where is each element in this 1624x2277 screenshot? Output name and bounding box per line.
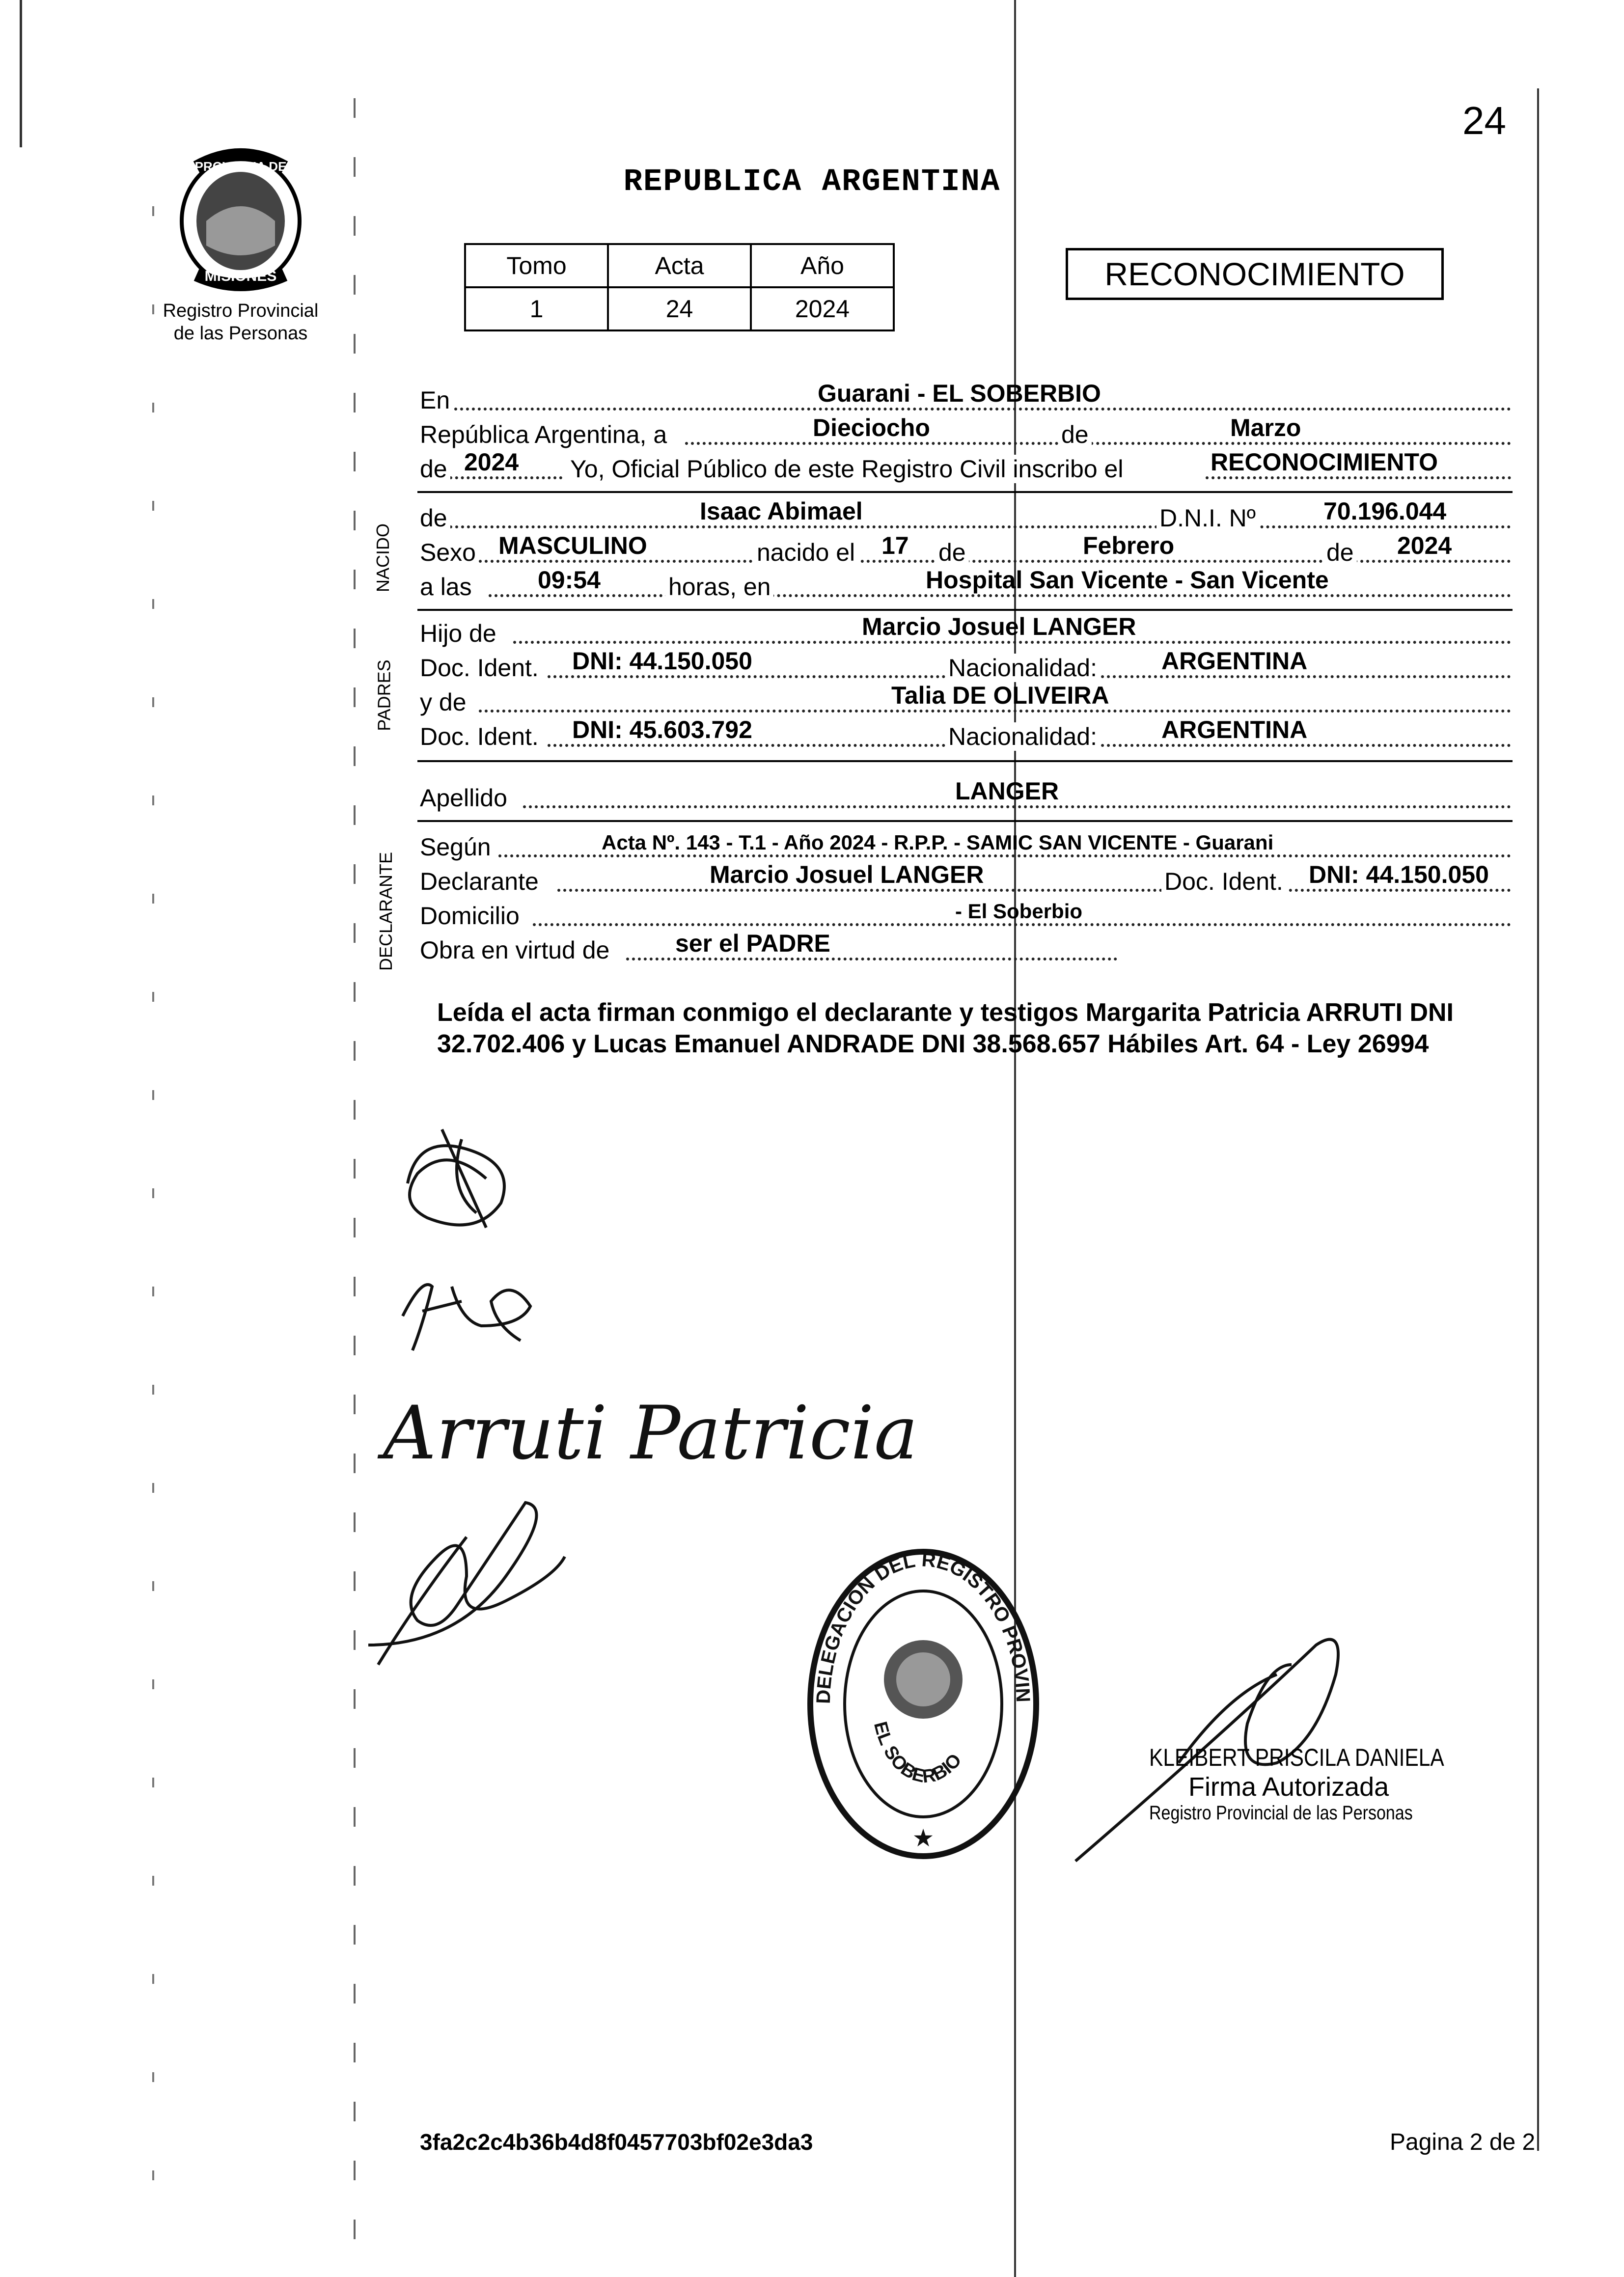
dni-value: 70.196.044 [1323,497,1447,525]
birth-month-value: Febrero [1083,532,1175,559]
seal-outer-text: DELEGACION DEL REGISTRO PROVINCIAL DE LAS PERSONAS [793,1530,1034,1704]
row-time [420,566,1511,604]
registry-seal [793,1530,1046,1861]
mother-doc-value: DNI: 45.603.792 [572,716,752,743]
hijo-label: Hijo de [420,619,499,648]
signature-1 [388,1120,545,1247]
authorized-role: Firma Autorizada [1188,1772,1389,1802]
yo-label: Yo, Oficial Público de este Registro Civil inscribo el [567,455,1126,483]
day-value: Dieciocho [813,414,930,441]
declarant-doc-value: DNI: 44.150.050 [1309,861,1489,888]
document-hash: 3fa2c2c4b36b4d8f0457703bf02e3da3 [420,2129,813,2155]
row-date [420,414,1511,452]
mother-nac-label: Nacionalidad: [945,722,1100,751]
obra-label: Obra en virtud de [420,936,612,964]
row-capacity [420,930,1511,967]
row-mother-doc [420,716,1511,754]
month-value: Marzo [1230,414,1301,441]
anio-header: Año [751,244,894,287]
separator-1 [417,491,1513,493]
row-surname [420,777,1511,815]
authorized-office: Registro Provincial de las Personas [1149,1802,1413,1824]
svg-text:EL SOBERBIO [870,1720,966,1787]
separator-3 [417,760,1513,762]
reference-value-row [465,287,894,330]
apellido-label: Apellido [420,784,510,812]
closing-statement: Leída el acta firman conmigo el declarante y testigos Margarita Patricia ARRUTI DNI 32.702.406 y Lucas Emanuel ANDRADE DNI 38.568.657 Hábiles Art. 64 - Ley 26994 [437,998,1454,1058]
surname-value: LANGER [955,777,1059,805]
name-value: Isaac Abimael [700,497,863,525]
mother-doc-label: Doc. Ident. [420,722,542,751]
seal-star-icon: ★ [912,1824,935,1852]
father-doc-value: DNI: 44.150.050 [572,647,752,675]
de-label: de [1058,420,1092,449]
segun-label: Según [420,833,494,861]
row-mother [420,682,1511,719]
father-doc-label: Doc. Ident. [420,654,542,682]
row-segun [420,830,1511,864]
side-label-padres: PADRES [374,659,394,731]
birth-de-year-label: de [1323,538,1357,567]
row-father-doc [420,647,1511,685]
republica-label: República Argentina, a [420,420,670,449]
row-father [420,613,1511,651]
signature-4 [358,1478,663,1674]
separator-2 [417,609,1513,611]
left-margin-dashes [354,98,356,2259]
birth-de-label: de [936,538,969,567]
domicilio-label: Domicilio [420,902,523,930]
father-value: Marcio Josuel LANGER [862,613,1136,640]
registry-name [142,300,339,345]
yde-label: y de [420,688,469,716]
declarant-doc-label: Doc. Ident. [1161,867,1286,896]
signature-2 [393,1267,550,1355]
separator-4 [417,820,1513,822]
authorized-name: KLEIBERT PRISCILA DANIELA [1149,1744,1444,1771]
birth-place-value: Hospital San Vicente - San Vicente [926,566,1329,594]
address-value: - El Soberbio [955,900,1083,923]
name-label: de [420,504,450,532]
fold-line [1014,0,1016,2277]
signature-3-text: Arruti Patricia [383,1391,918,1476]
nacido-label: nacido el [754,538,858,567]
registry-name-line-1: Registro Provincial [163,301,319,321]
reference-header-row [465,244,894,287]
tomo-header: Tomo [465,244,608,287]
row-address [420,899,1511,933]
row-declarant [420,861,1511,899]
outer-margin-dashes [152,206,154,2220]
father-nationality-value: ARGENTINA [1161,647,1308,675]
row-sex [420,532,1511,570]
capacity-value: ser el PADRE [675,930,830,957]
en-label: En [420,386,453,414]
page-indicator: Pagina 2 de 2 [1390,2129,1536,2155]
father-nac-label: Nacionalidad: [945,654,1100,682]
anio-value: 2024 [751,287,894,330]
dni-label: D.N.I. Nº [1156,504,1259,532]
page-title: REPUBLICA ARGENTINA [623,165,1001,200]
acta-header: Acta [608,244,751,287]
registry-name-line-2: de las Personas [173,323,308,344]
declarante-label: Declarante [420,867,542,896]
de-year-label: de [420,455,450,483]
place-value: Guarani - EL SOBERBIO [818,380,1101,407]
mother-nationality-value: ARGENTINA [1161,716,1308,743]
sex-value: MASCULINO [498,532,647,559]
seal-inner-text: EL SOBERBIO [869,1719,966,1787]
sexo-label: Sexo [420,538,479,567]
a-las-label: a las [420,573,475,601]
row-year [420,448,1511,486]
side-label-nacido: NACIDO [373,523,393,593]
row-name [420,497,1511,535]
acta-value: 24 [608,287,751,330]
according-to-value: Acta Nº. 143 - T.1 - Año 2024 - R.P.P. - SAMIC SAN VICENTE - Guarani [602,831,1274,854]
side-label-declarante: DECLARANTE [376,851,396,971]
horas-label: horas, en [665,573,773,601]
act-type-value: RECONOCIMIENTO [1211,448,1438,476]
reference-table [464,243,895,331]
birth-day-value: 17 [881,532,909,559]
right-margin-line [1537,88,1539,2151]
row-place [420,380,1511,417]
tomo-value: 1 [465,287,608,330]
logo-top-text: PROVINCIA DE [194,159,287,174]
declarant-value: Marcio Josuel LANGER [710,861,984,888]
page-number: 24 [1462,99,1506,142]
document-type-box: RECONOCIMIENTO [1066,248,1444,300]
left-edge-line [20,0,22,147]
birth-year-value: 2024 [1397,532,1452,559]
birth-time-value: 09:54 [538,566,601,594]
year-value: 2024 [464,448,519,476]
authorization-stamp [1149,1743,1496,1824]
mother-value: Talia DE OLIVEIRA [891,682,1109,709]
logo-bottom-text: MISIONES [204,268,277,284]
